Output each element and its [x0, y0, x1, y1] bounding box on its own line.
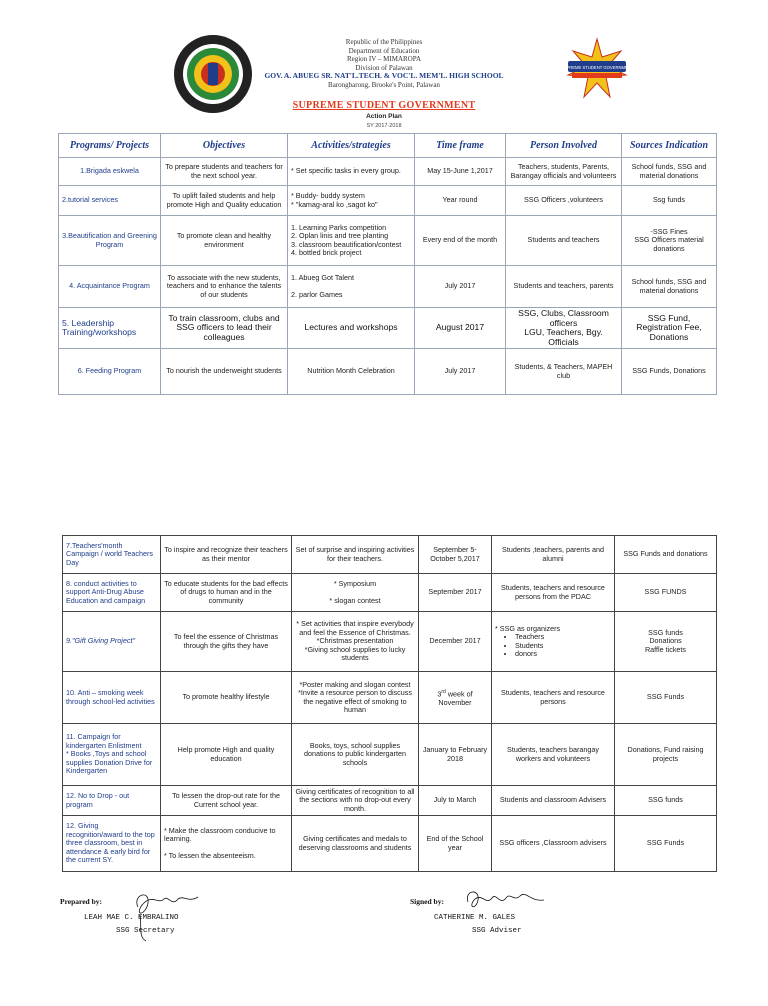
cell-source: School funds, SSG and material donations	[622, 158, 717, 186]
cell-program: 12. Giving recognition/award to the top three classroom, best in attendance & early bird for the current SY.	[63, 816, 161, 872]
table-row	[59, 266, 717, 308]
cell-time: September 2017	[419, 574, 492, 612]
cell-objective: To train classroom, clubs and SSG officers to lead their colleagues	[161, 308, 288, 349]
list-item: • donors	[515, 650, 611, 659]
school-name: GOV. A. ABUEG SR. NAT'L.TECH. & VOC'L. MEM'L. HIGH SCHOOL	[264, 71, 504, 80]
school-year: SY 2017-2018	[366, 123, 402, 129]
header-line: Region IV – MIMAROPA	[346, 55, 422, 63]
signed-name: CATHERINE M. GALES	[434, 914, 516, 922]
cell-person: Teachers, students, Parents, Barangay officials and volunteers	[506, 158, 622, 186]
col-header-time-frame: Time frame	[415, 134, 506, 158]
ssg-logo-text: SUPREME STUDENT GOVERNMENT	[560, 65, 634, 70]
cell-program: 3.Beautification and Greening Program	[59, 216, 161, 266]
cell-program: 2.tutorial services	[59, 186, 161, 216]
cell-source: SSG Fund, Registration Fee, Donations	[622, 308, 717, 349]
cell-program: 10. Anti – smoking week through school-led activities	[63, 672, 161, 724]
cell-objective: Help promote High and quality education	[161, 724, 292, 786]
table-row	[59, 308, 717, 349]
cell-person: Students and classroom Advisers	[492, 786, 615, 816]
cell-source: SSG Funds	[615, 672, 717, 724]
table-header-row	[59, 134, 717, 158]
document-subtitle: Action Plan	[366, 113, 402, 120]
prepared-role: SSG Secretary	[116, 927, 175, 935]
table-row	[63, 672, 717, 724]
table-row	[59, 216, 717, 266]
cell-activity: Set of surprise and inspiring activities for their teachers.	[292, 536, 419, 574]
table-row	[63, 816, 717, 872]
cell-time: September 5-October 5,2017	[419, 536, 492, 574]
letterhead	[0, 38, 768, 89]
cell-time: July 2017	[415, 349, 506, 395]
cell-time: January to February 2018	[419, 724, 492, 786]
school-address: Barongbarong, Brooke's Point, Palawan	[328, 80, 440, 89]
prepared-name: LEAH MAE C. EMBRALINO	[84, 914, 179, 922]
cell-program: 7.Teachers'month Campaign / world Teachers Day	[63, 536, 161, 574]
document-title: SUPREME STUDENT GOVERNMENT	[292, 100, 476, 111]
cell-person: SSG officers ,Classroom advisers	[492, 816, 615, 872]
signed-role: SSG Adviser	[472, 927, 522, 935]
cell-source: SSG FUNDS	[615, 574, 717, 612]
cell-person: SSG Officers ,volunteers	[506, 186, 622, 216]
cell-program: 4. Acquaintance Program	[59, 266, 161, 308]
prepared-by-label: Prepared by:	[60, 897, 103, 906]
cell-source: SSG Funds	[615, 816, 717, 872]
cell-objective: To promote clean and healthy environment	[161, 216, 288, 266]
cell-program: 5. Leadership Training/workshops	[59, 308, 161, 349]
cell-objective: To feel the essence of Christmas through the gifts they have	[161, 612, 292, 672]
cell-objective: To nourish the underweight students	[161, 349, 288, 395]
cell-person: Students, & Teachers, MAPEH club	[506, 349, 622, 395]
header-line: Division of Palawan	[355, 63, 413, 72]
cell-activity: * Set specific tasks in every group.	[288, 158, 415, 186]
cell-program: 1.Brigada eskwela	[59, 158, 161, 186]
cell-source: SSG funds	[615, 786, 717, 816]
cell-objective: To promote healthy lifestyle	[161, 672, 292, 724]
list-item: • Teachers	[515, 633, 611, 642]
cell-person: Students and teachers, parents	[506, 266, 622, 308]
table-row	[63, 536, 717, 574]
time-rest: week of November	[438, 689, 473, 707]
cell-objective: To inspire and recognize their teachers as their mentor	[161, 536, 292, 574]
time-ordinal: rd	[441, 688, 446, 695]
table-row	[63, 724, 717, 786]
table-row	[59, 349, 717, 395]
cell-time: Year round	[415, 186, 506, 216]
cell-time	[419, 672, 492, 724]
table-row	[63, 612, 717, 672]
cell-objective: To educate students for the bad effects of drugs to human and in the community	[161, 574, 292, 612]
cell-time: August 2017	[415, 308, 506, 349]
cell-activity: Giving certificates and medals to deserving classrooms and students	[292, 816, 419, 872]
cell-objective: To associate with the new students, teachers and to enhance the talents of our students	[161, 266, 288, 308]
cell-time: Every end of the month	[415, 216, 506, 266]
cell-person: Students, teachers and resource persons	[492, 672, 615, 724]
cell-person	[492, 612, 615, 672]
cell-person: Students and teachers	[506, 216, 622, 266]
cell-person: SSG, Clubs, Classroom officers LGU, Teachers, Bgy. Officials	[506, 308, 622, 349]
cell-time: July to March	[419, 786, 492, 816]
cell-source: SSG Funds, Donations	[622, 349, 717, 395]
person-list	[495, 633, 611, 659]
cell-time: July 2017	[415, 266, 506, 308]
cell-activity: *Poster making and slogan contest *Invite a resource person to discuss the negative effect of smoking to human	[292, 672, 419, 724]
cell-source: SSG funds Donations Raffle tickets	[615, 612, 717, 672]
cell-program: 8. conduct activities to support Anti-Drug Abuse Education and campaign	[63, 574, 161, 612]
cell-objective: To prepare students and teachers for the next school year.	[161, 158, 288, 186]
cell-activity: Nutrition Month Celebration	[288, 349, 415, 395]
cell-objective: * Make the classroom conducive to learning. * To lessen the absenteeism.	[161, 816, 292, 872]
col-header-person-involved: Person Involved	[506, 134, 622, 158]
cell-source: -SSG Fines SSG Officers material donations	[622, 216, 717, 266]
table-row	[63, 574, 717, 612]
signed-by-label: Signed by:	[410, 897, 444, 906]
cell-activity: 1. Learning Parks competition 2. Oplan linis and tree planting 3. classroom beautification/contest 4. bottled brick project	[288, 216, 415, 266]
list-item: • Students	[515, 642, 611, 651]
cell-time: December 2017	[419, 612, 492, 672]
cell-activity: * Buddy- buddy system * "kamag-aral ko ,sagot ko"	[288, 186, 415, 216]
cell-activity: Books, toys, school supplies donations to public kindergarten schools	[292, 724, 419, 786]
cell-source: School funds, SSG and material donations	[622, 266, 717, 308]
action-plan-table-1	[58, 133, 717, 395]
cell-program: 6. Feeding Program	[59, 349, 161, 395]
table-row	[59, 186, 717, 216]
cell-source: Donations, Fund raising projects	[615, 724, 717, 786]
cell-program: 12. No to Drop - out program	[63, 786, 161, 816]
cell-activity: * Set activities that inspire everybody and feel the Essence of Christmas. *Christmas presentation *Giving school supplies to lucky students	[292, 612, 419, 672]
table-row	[59, 158, 717, 186]
cell-objective: To lessen the drop-out rate for the Current school year.	[161, 786, 292, 816]
person-head: * SSG as organizers	[495, 623, 561, 633]
cell-objective: To uplift failed students and help promote High and Quality education	[161, 186, 288, 216]
cell-activity: * Symposium * slogan contest	[292, 574, 419, 612]
cell-activity: Lectures and workshops	[288, 308, 415, 349]
col-header-activities: Activities/strategies	[288, 134, 415, 158]
col-header-programs: Programs/ Projects	[59, 134, 161, 158]
header-line: Department of Education	[348, 46, 420, 55]
time-number: 3	[437, 689, 442, 699]
col-header-sources: Sources Indication	[622, 134, 717, 158]
cell-time: End of the School year	[419, 816, 492, 872]
action-plan-table-2	[62, 535, 717, 872]
cell-activity: Giving certificates of recognition to all the sections with no drop-out every month.	[292, 786, 419, 816]
cell-source: Ssg funds	[622, 186, 717, 216]
table-row	[63, 786, 717, 816]
cell-time: May 15-June 1,2017	[415, 158, 506, 186]
cell-person: Students ,teachers, parents and alumni	[492, 536, 615, 574]
col-header-objectives: Objectives	[161, 134, 288, 158]
cell-person: Students, teachers barangay workers and volunteers	[492, 724, 615, 786]
cell-activity: 1. Abueg Got Talent 2. parlor Games	[288, 266, 415, 308]
header-line: Republic of the Philippines	[345, 38, 423, 46]
cell-program: 11. Campaign for kindergarten Enlistment * Books ,Toys and school supplies Donation Drive for Kindergarten	[63, 724, 161, 786]
cell-person: Students, teachers and resource persons from the PDAC	[492, 574, 615, 612]
cell-source: SSG Funds and donations	[615, 536, 717, 574]
cell-program: 9."Gift Giving Project"	[63, 612, 161, 672]
